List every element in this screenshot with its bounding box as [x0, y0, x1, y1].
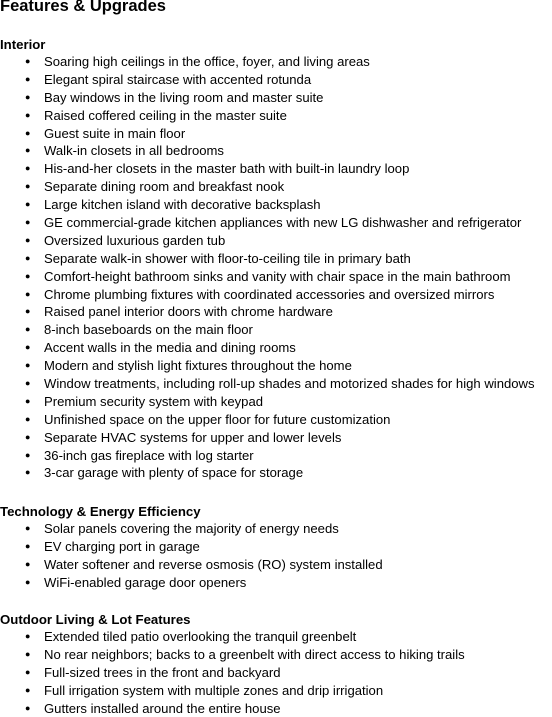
list-item-text: Full-sized trees in the front and backyard	[44, 664, 281, 680]
list-item-text: Separate walk-in shower with floor-to-ceiling tile in primary bath	[44, 250, 411, 266]
bullet-icon: ●	[25, 666, 31, 677]
bullet-icon: ●	[25, 145, 31, 156]
bullet-icon: ●	[25, 395, 31, 406]
list-item-text: GE commercial-grade kitchen appliances with new LG dishwasher and refrigerator	[44, 215, 522, 231]
list-item-text: Raised panel interior doors with chrome hardware	[44, 304, 333, 320]
bullet-icon: ●	[25, 467, 31, 478]
list-item-text: Comfort-height bathroom sinks and vanity with chair space in the main bathroom	[44, 268, 511, 284]
bullet-icon: ●	[25, 342, 31, 353]
bullet-icon: ●	[25, 684, 31, 695]
bullet-icon: ●	[25, 648, 31, 659]
bullet-icon: ●	[25, 360, 31, 371]
list-item-text: Modern and stylish light fixtures throughout the home	[44, 358, 352, 374]
list-item-text: Separate dining room and breakfast nook	[44, 179, 285, 195]
bullet-icon: ●	[25, 540, 31, 551]
bullet-icon: ●	[25, 324, 31, 335]
list-item-text: 8-inch baseboards on the main floor	[44, 322, 253, 338]
list-item-text: Bay windows in the living room and master suite	[44, 89, 324, 105]
list-item-text: Chrome plumbing fixtures with coordinated accessories and oversized mirrors	[44, 286, 495, 302]
list-item-text: Premium security system with keypad	[44, 393, 264, 409]
list-item-text: Unfinished space on the upper floor for future customization	[44, 411, 391, 427]
list-item-text: 36-inch gas fireplace with log starter	[44, 447, 254, 463]
bullet-icon: ●	[25, 558, 31, 569]
bullet-icon: ●	[25, 413, 31, 424]
list-item-text: Solar panels covering the majority of energy needs	[44, 521, 339, 536]
bullet-icon: ●	[25, 306, 31, 317]
bullet-icon: ●	[25, 234, 31, 245]
list-item-text: WiFi-enabled garage door openers	[44, 574, 247, 590]
bullet-icon: ●	[25, 73, 31, 84]
list-item-text: Raised coffered ceiling in the master suite	[44, 107, 287, 123]
bullet-icon: ●	[25, 702, 31, 713]
section-heading-interior: Interior	[0, 37, 46, 52]
bullet-icon: ●	[25, 163, 31, 174]
list-item-text: Large kitchen island with decorative backsplash	[44, 197, 321, 213]
bullet-icon: ●	[25, 431, 31, 442]
list-item-text: Window treatments, including roll-up shades and motorized shades for high windows	[44, 376, 535, 392]
list-item-text: Soaring high ceilings in the office, foyer, and living areas	[44, 54, 370, 69]
bullet-icon: ●	[25, 181, 31, 192]
list-item-text: EV charging port in garage	[44, 538, 200, 554]
list-item-text: Walk-in closets in all bedrooms	[44, 143, 224, 159]
list-item-text: No rear neighbors; backs to a greenbelt with direct access to hiking trails	[44, 646, 465, 662]
list-item-text: Gutters installed around the entire house	[44, 700, 281, 716]
bullet-icon: ●	[25, 252, 31, 263]
bullet-icon: ●	[25, 91, 31, 102]
list-item-text: Water softener and reverse osmosis (RO) system installed	[44, 556, 383, 572]
bullet-icon: ●	[25, 576, 31, 587]
bullet-icon: ●	[25, 449, 31, 460]
section-heading-technology: Technology & Energy Efficiency	[0, 504, 201, 519]
list-item-text: Extended tiled patio overlooking the tranquil greenbelt	[44, 629, 357, 644]
bullet-icon: ●	[25, 378, 31, 389]
list-item-text: Accent walls in the media and dining rooms	[44, 340, 296, 356]
bullet-icon: ●	[25, 199, 31, 210]
list-item-text: Oversized luxurious garden tub	[44, 232, 226, 248]
bullet-icon: ●	[25, 127, 31, 138]
bullet-icon: ●	[25, 217, 31, 228]
list-item-text: Full irrigation system with multiple zones and drip irrigation	[44, 682, 384, 698]
list-item-text: Separate HVAC systems for upper and lower levels	[44, 429, 342, 445]
document-title: Features & Upgrades	[0, 0, 166, 15]
section-heading-outdoor: Outdoor Living & Lot Features	[0, 612, 191, 627]
bullet-icon: ●	[25, 288, 31, 299]
list-item-text: 3-car garage with plenty of space for storage	[44, 465, 304, 481]
bullet-icon: ●	[25, 523, 31, 533]
list-item-text: Elegant spiral staircase with accented rotunda	[44, 71, 312, 87]
bullet-icon: ●	[25, 56, 31, 66]
bullet-icon: ●	[25, 109, 31, 120]
bullet-icon: ●	[25, 631, 31, 641]
bullet-icon: ●	[25, 270, 31, 281]
list-item-text: His-and-her closets in the master bath with built-in laundry loop	[44, 161, 410, 177]
list-item-text: Guest suite in main floor	[44, 125, 186, 141]
